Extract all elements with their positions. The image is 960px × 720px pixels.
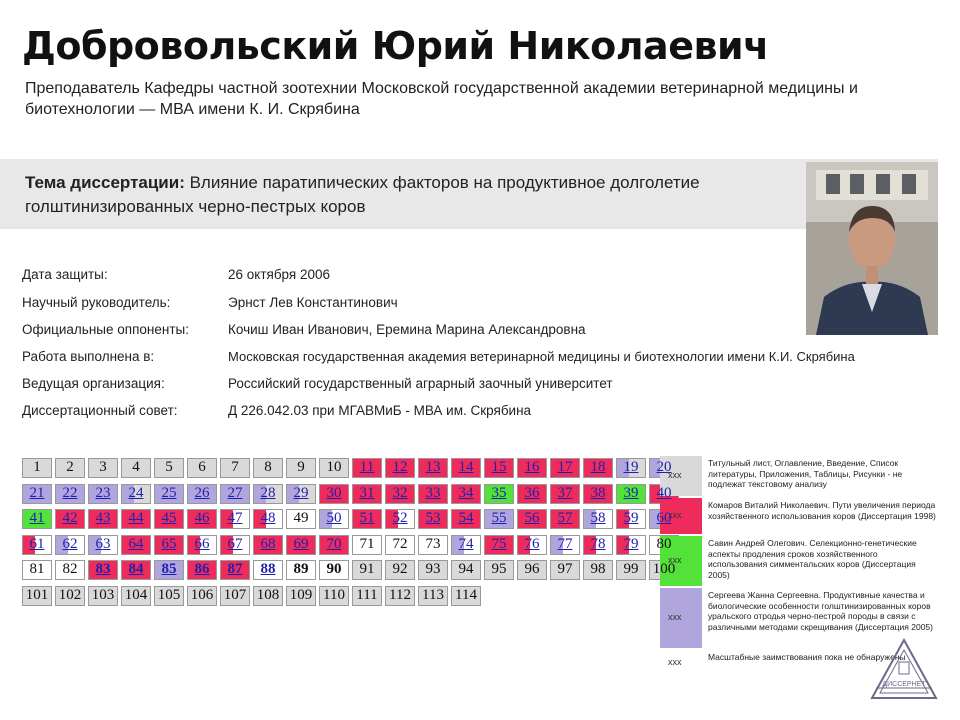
page-cell-16[interactable] [517, 458, 547, 478]
page-number[interactable]: 67 [227, 535, 243, 552]
page-cell-45[interactable] [154, 509, 184, 529]
page-cell-7 [220, 458, 250, 478]
page-number: 108 [256, 586, 280, 603]
page-number[interactable]: 78 [590, 535, 606, 552]
page-number[interactable]: 29 [293, 484, 309, 501]
page-number: 103 [91, 586, 115, 603]
page-cell-4 [121, 458, 151, 478]
page-cell-32[interactable] [385, 484, 415, 504]
page-cell-49 [286, 509, 316, 529]
page-cell-95 [484, 560, 514, 580]
page-number[interactable]: 88 [260, 561, 276, 577]
page-cell-56[interactable] [517, 509, 547, 529]
page-cell-113 [418, 586, 448, 606]
page-number[interactable]: 68 [260, 535, 276, 552]
page-cell-98 [583, 560, 613, 580]
page-cell-97 [550, 560, 580, 580]
page-number[interactable]: 14 [458, 459, 474, 475]
legend-swatch: xxx [660, 498, 702, 534]
page-cell-73 [418, 535, 448, 555]
page-cell-99 [616, 560, 646, 580]
page-number: 112 [389, 586, 411, 603]
page-cell-82 [55, 560, 85, 580]
page-cell-25[interactable] [154, 484, 184, 504]
page-cell-77[interactable] [550, 535, 580, 555]
info-label-council: Диссертационный совет: [22, 403, 178, 418]
page-number: 72 [392, 535, 408, 552]
page-number: 1 [33, 459, 41, 475]
legend-row [660, 498, 950, 534]
page-cell-61[interactable] [22, 535, 52, 555]
legend-text: Титульный лист, Оглавление, Введение, Список литературы, Приложения, Таблицы, Рисунки - не подлежат текстовому анализу [708, 458, 903, 489]
page-number: 71 [359, 535, 375, 552]
page-cell-8 [253, 458, 283, 478]
page-number: 80 [656, 535, 672, 552]
page-number[interactable]: 31 [359, 484, 375, 501]
page-cell-2 [55, 458, 85, 478]
page-number: 113 [422, 586, 444, 603]
page-cell-11[interactable] [352, 458, 382, 478]
page-cell-88[interactable] [253, 560, 283, 580]
page-cell-35[interactable] [484, 484, 514, 504]
page-number: 89 [293, 561, 309, 577]
page-number: 114 [455, 586, 477, 603]
page-number: 95 [491, 561, 507, 577]
page-cell-6 [187, 458, 217, 478]
page-cell-54[interactable] [451, 509, 481, 529]
page-number[interactable]: 42 [62, 510, 78, 526]
page-cell-105 [154, 586, 184, 606]
page-number: 99 [623, 561, 639, 577]
page-cell-17[interactable] [550, 458, 580, 478]
page-number[interactable]: 54 [458, 510, 474, 526]
page-cell-39[interactable] [616, 484, 646, 504]
page-cell-9 [286, 458, 316, 478]
legend-swatch: xxx [660, 650, 702, 676]
page-number[interactable]: 21 [29, 484, 45, 501]
page-number[interactable]: 26 [194, 484, 210, 501]
page-number: 101 [25, 586, 49, 603]
page-cell-106 [187, 586, 217, 606]
page-cell-50[interactable] [319, 509, 349, 529]
page-cell-66[interactable] [187, 535, 217, 555]
page-cell-85[interactable] [154, 560, 184, 580]
page-number: 73 [425, 535, 441, 552]
author-position: Преподаватель Кафедры частной зоотехнии Московской государственной академии ветеринарной медицины и биотехнологии — МВА имени К. И. Скрябина [25, 80, 858, 118]
page-number[interactable]: 56 [524, 510, 540, 526]
page-number[interactable]: 28 [260, 484, 276, 501]
page-number[interactable]: 61 [29, 535, 45, 552]
page-number[interactable]: 53 [425, 510, 441, 526]
page-cell-108 [253, 586, 283, 606]
page-number[interactable]: 35 [491, 484, 507, 501]
page-cell-68[interactable] [253, 535, 283, 555]
page-cell-84[interactable] [121, 560, 151, 580]
page-number: 107 [223, 586, 247, 603]
page-number[interactable]: 39 [623, 484, 639, 501]
info-value-council: Д 226.042.03 при МГАВМиБ - МВА им. Скрябина [228, 403, 532, 418]
page-cell-26[interactable] [187, 484, 217, 504]
page-number[interactable]: 69 [293, 535, 309, 552]
page-cell-47[interactable] [220, 509, 250, 529]
page-cell-41[interactable] [22, 509, 52, 529]
page-cell-64[interactable] [121, 535, 151, 555]
page-cell-109 [286, 586, 316, 606]
page-cell-93 [418, 560, 448, 580]
page-number[interactable]: 64 [128, 535, 144, 552]
page-number: 3 [99, 459, 107, 475]
thesis-title: Влияние паратипических факторов на продуктивное долголетие голштинизированных черно-пестрых коров [25, 173, 700, 216]
page-number: 91 [359, 561, 375, 577]
page-number[interactable]: 59 [623, 510, 639, 526]
page-number[interactable]: 75 [491, 535, 507, 552]
page-number: 109 [289, 586, 313, 603]
page-cell-44[interactable] [121, 509, 151, 529]
page-cell-37[interactable] [550, 484, 580, 504]
page-number: 92 [392, 561, 408, 577]
thesis-label: Тема диссертации: [25, 173, 185, 192]
page-number[interactable]: 23 [95, 484, 111, 501]
page-number[interactable]: 57 [557, 510, 573, 526]
page-number[interactable]: 74 [458, 535, 474, 552]
page-number: 111 [356, 586, 378, 603]
page-number[interactable]: 55 [491, 510, 507, 526]
page-cell-114 [451, 586, 481, 606]
info-label-supervisor: Научный руководитель: [22, 295, 171, 310]
page-number[interactable]: 18 [590, 459, 606, 475]
page-cell-74[interactable] [451, 535, 481, 555]
page-number: 90 [326, 561, 342, 577]
page-cell-81 [22, 560, 52, 580]
page-cell-96 [517, 560, 547, 580]
page-cell-34[interactable] [451, 484, 481, 504]
page-cell-1 [22, 458, 52, 478]
page-number[interactable]: 11 [359, 459, 375, 475]
page-cell-110 [319, 586, 349, 606]
portrait-icon [806, 162, 938, 335]
page-number[interactable]: 58 [590, 510, 606, 526]
page-number: 4 [132, 459, 140, 475]
page-title: Добровольский Юрий Николаевич [22, 24, 769, 68]
page-cell-67[interactable] [220, 535, 250, 555]
info-label-defense-date: Дата защиты: [22, 267, 108, 282]
page-number: 93 [425, 561, 441, 577]
page-number[interactable]: 20 [656, 459, 672, 475]
dissernet-stamp [868, 636, 940, 708]
page-cell-22[interactable] [55, 484, 85, 504]
page-number: 97 [557, 561, 573, 577]
page-cell-86[interactable] [187, 560, 217, 580]
page-number[interactable]: 76 [524, 535, 540, 552]
page-number[interactable]: 34 [458, 484, 474, 501]
page-cell-57[interactable] [550, 509, 580, 529]
page-cell-75[interactable] [484, 535, 514, 555]
page-number[interactable]: 30 [326, 484, 342, 501]
page-number[interactable]: 17 [557, 459, 573, 475]
page-cell-33[interactable] [418, 484, 448, 504]
page-cell-69[interactable] [286, 535, 316, 555]
page-cell-38[interactable] [583, 484, 613, 504]
info-label-leading-org: Ведущая организация: [22, 376, 165, 391]
page-cell-43[interactable] [88, 509, 118, 529]
page-cell-24[interactable] [121, 484, 151, 504]
legend-row [660, 456, 950, 496]
page-number: 82 [62, 561, 78, 577]
page-number[interactable]: 43 [95, 510, 111, 526]
page-number[interactable]: 12 [392, 459, 408, 475]
info-value-leading-org: Российский государственный аграрный заочный университет [228, 376, 613, 391]
page-cell-28[interactable] [253, 484, 283, 504]
page-number: 100 [652, 561, 676, 577]
page-number[interactable]: 65 [161, 535, 177, 552]
page-number[interactable]: 47 [227, 510, 243, 526]
info-value-opponents: Кочиш Иван Иванович, Еремина Марина Александровна [228, 322, 586, 337]
page-cell-94 [451, 560, 481, 580]
page-number[interactable]: 36 [524, 484, 540, 501]
page-number[interactable]: 45 [161, 510, 177, 526]
page-cell-14[interactable] [451, 458, 481, 478]
page-cell-101 [22, 586, 52, 606]
legend-swatch: xxx [660, 456, 702, 496]
page-number[interactable]: 63 [95, 535, 111, 552]
legend-text: Савин Андрей Олегович. Селекционно-генетические аспекты продления сроков хозяйственного использования симментальских коров (Диссертация 2005) [708, 538, 917, 580]
page-cell-18[interactable] [583, 458, 613, 478]
page-number[interactable]: 40 [656, 484, 672, 501]
page-cell-76[interactable] [517, 535, 547, 555]
page-number[interactable]: 16 [524, 459, 540, 475]
page-cell-63[interactable] [88, 535, 118, 555]
page-cell-52[interactable] [385, 509, 415, 529]
page-cell-70[interactable] [319, 535, 349, 555]
page-cell-30[interactable] [319, 484, 349, 504]
page-cell-10 [319, 458, 349, 478]
page-number[interactable]: 38 [590, 484, 606, 501]
page-number[interactable]: 37 [557, 484, 573, 501]
page-cell-3 [88, 458, 118, 478]
page-cell-58[interactable] [583, 509, 613, 529]
page-number[interactable]: 24 [128, 484, 144, 501]
page-cell-12[interactable] [385, 458, 415, 478]
page-number: 106 [190, 586, 214, 603]
page-number: 10 [326, 459, 342, 475]
page-cell-36[interactable] [517, 484, 547, 504]
page-number[interactable]: 85 [161, 561, 177, 577]
page-cell-48[interactable] [253, 509, 283, 529]
page-cell-29[interactable] [286, 484, 316, 504]
page-number[interactable]: 87 [227, 561, 243, 577]
page-number[interactable]: 70 [326, 535, 342, 552]
legend-text: Масштабные заимствования пока не обнаружены [708, 652, 906, 662]
page-cell-59[interactable] [616, 509, 646, 529]
page-number[interactable]: 79 [623, 535, 639, 552]
page-number: 104 [124, 586, 148, 603]
page-cell-62[interactable] [55, 535, 85, 555]
page-number[interactable]: 27 [227, 484, 243, 501]
page-number[interactable]: 62 [62, 535, 78, 552]
page-number[interactable]: 86 [194, 561, 210, 577]
page-cell-13[interactable] [418, 458, 448, 478]
page-number: 9 [297, 459, 305, 475]
page-number: 94 [458, 561, 474, 577]
page-number[interactable]: 84 [128, 561, 144, 577]
page-number[interactable]: 60 [656, 510, 672, 526]
page-cell-42[interactable] [55, 509, 85, 529]
page-cell-92 [385, 560, 415, 580]
page-number: 2 [66, 459, 74, 475]
legend-swatch: xxx [660, 588, 702, 648]
page-number[interactable]: 19 [623, 459, 639, 475]
page-cell-103 [88, 586, 118, 606]
page-cell-65[interactable] [154, 535, 184, 555]
page-cell-53[interactable] [418, 509, 448, 529]
page-cell-15[interactable] [484, 458, 514, 478]
page-number[interactable]: 48 [260, 510, 276, 526]
info-value-supervisor: Эрнст Лев Константинович [228, 295, 398, 310]
page-number[interactable]: 22 [62, 484, 78, 501]
page-cell-19[interactable] [616, 458, 646, 478]
page-number[interactable]: 50 [326, 510, 342, 526]
page-number: 49 [293, 510, 309, 526]
page-cell-51[interactable] [352, 509, 382, 529]
page-number[interactable]: 32 [392, 484, 408, 501]
page-cell-89 [286, 560, 316, 580]
page-number: 96 [524, 561, 540, 577]
page-cell-102 [55, 586, 85, 606]
page-number: 110 [323, 586, 345, 603]
page-number[interactable]: 66 [194, 535, 210, 552]
info-label-opponents: Официальные оппоненты: [22, 322, 189, 337]
info-label-institution: Работа выполнена в: [22, 349, 155, 364]
legend-row [660, 536, 950, 586]
legend-swatch: xxx [660, 536, 702, 586]
page-number[interactable]: 77 [557, 535, 573, 552]
page-cell-78[interactable] [583, 535, 613, 555]
page-cell-111 [352, 586, 382, 606]
info-value-defense-date: 26 октября 2006 [228, 267, 331, 282]
page-cell-5 [154, 458, 184, 478]
page-number: 102 [58, 586, 82, 603]
page-cell-107 [220, 586, 250, 606]
legend-text: Сергеева Жанна Сергеевна. Продуктивные качества и биологические особенности голштинизированных коров уральского отродья черно-пестрой породы в связи с различными методами скрещивания (Диссертация 2005) [708, 590, 933, 632]
page-cell-72 [385, 535, 415, 555]
page-number[interactable]: 51 [359, 510, 375, 526]
legend-text: Комаров Виталий Николаевич. Пути увеличения периода хозяйственного использования коров (Диссертация 1998) [708, 500, 936, 521]
page-cell-23[interactable] [88, 484, 118, 504]
page-cell-104 [121, 586, 151, 606]
page-cell-87[interactable] [220, 560, 250, 580]
page-number[interactable]: 15 [491, 459, 507, 475]
page-cell-55[interactable] [484, 509, 514, 529]
portrait-photo [806, 162, 938, 335]
page-cell-21[interactable] [22, 484, 52, 504]
page-number: 6 [198, 459, 206, 475]
page-number: 5 [165, 459, 173, 475]
page-cell-27[interactable] [220, 484, 250, 504]
page-cell-83[interactable] [88, 560, 118, 580]
page-number: 7 [231, 459, 239, 475]
page-number[interactable]: 13 [425, 459, 441, 475]
page-number[interactable]: 41 [29, 510, 45, 526]
page-number: 8 [264, 459, 272, 475]
page-cell-79[interactable] [616, 535, 646, 555]
page-number: 81 [29, 561, 45, 577]
info-value-institution: Московская государственная академия ветеринарной медицины и биотехнологии имени К.И. Скрябина [228, 349, 855, 364]
page-number[interactable]: 46 [194, 510, 210, 526]
page-number[interactable]: 44 [128, 510, 144, 526]
page-cell-91 [352, 560, 382, 580]
page-cell-46[interactable] [187, 509, 217, 529]
stamp-text: ДИССЕРНЕТ [882, 681, 926, 688]
page-cell-71 [352, 535, 382, 555]
thesis-topic [25, 171, 785, 219]
dissernet-stamp-logo-icon [868, 636, 940, 708]
page-number[interactable]: 33 [425, 484, 441, 501]
page-cell-112 [385, 586, 415, 606]
page-cell-31[interactable] [352, 484, 382, 504]
page-number: 98 [590, 561, 606, 577]
page-number: 105 [157, 586, 181, 603]
page-number[interactable]: 83 [95, 561, 111, 577]
page-number[interactable]: 25 [161, 484, 177, 501]
page-number[interactable]: 52 [392, 510, 408, 526]
page-cell-90 [319, 560, 349, 580]
